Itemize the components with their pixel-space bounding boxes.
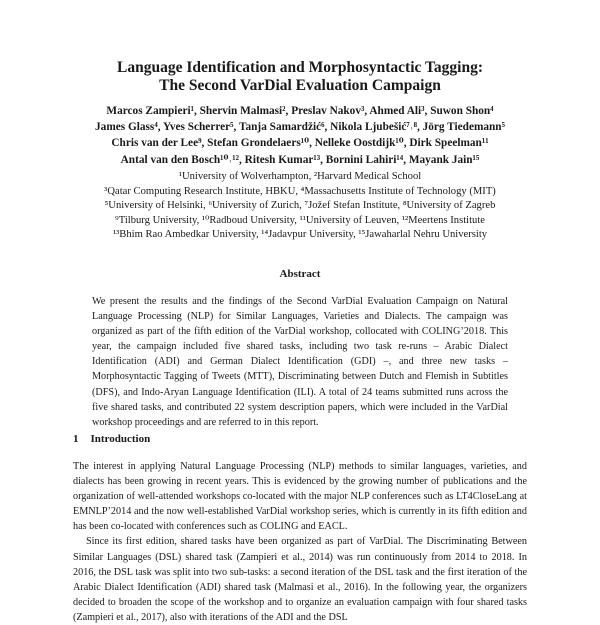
paper-title — [0, 59, 600, 95]
author-line: Marcos Zampieri¹, Shervin Malmasi², Preslav Nakov³, Ahmed Ali³, Suwon Shon⁴ — [106, 105, 494, 117]
body-text — [73, 459, 527, 625]
affiliation-line: ¹University of Wolverhampton, ²Harvard Medical School — [178, 171, 422, 182]
abstract-heading: Abstract — [279, 268, 321, 280]
author-list — [0, 103, 600, 168]
section-number: 1 — [73, 433, 79, 445]
title-line-1: Language Identification and Morphosyntactic Tagging: — [116, 59, 484, 76]
title-line-2: The Second VarDial Evaluation Campaign — [159, 77, 441, 94]
author-line: Antal van den Bosch¹⁰˒¹², Ritesh Kumar¹³, Bornini Lahiri¹⁴, Mayank Jain¹⁵ — [120, 153, 480, 166]
section-title: Introduction — [90, 433, 151, 445]
affiliation-line: ⁹Tilburg University, ¹⁰Radboud University, ¹¹University of Leuven, ¹²Meertens Institute — [115, 214, 485, 226]
section-heading — [73, 433, 162, 445]
affiliation-line: ³Qatar Computing Research Institute, HBKU, ⁴Massachusetts Institute of Technology (MIT) — [104, 185, 496, 197]
paragraph: Since its first edition, shared tasks have been organized as part of VarDial. The Discriminating Between Similar Languages (DSL) shared task (Zampieri et al., 2014) was run continuously from 2014 to 2018. In 2016, the DSL task was split into two sub-tasks: a second iteration of the DSL task and the first iteration of the Arabic Dialect Identification (ADI) shared task (Malmasi et al., 2016). In the following year, the organizers decided to broaden the scope of the workshop and to organize an evaluation campaign with four shared tasks (Zampieri et al., 2017), also with iterations of the ADI and the DSL — [73, 536, 527, 623]
affiliation-line: ⁵University of Helsinki, ⁶University of Zurich, ⁷Jožef Stefan Institute, ⁸University of Zagreb — [104, 200, 496, 212]
author-line: Chris van der Lee⁹, Stefan Grondelaers¹⁰, Nelleke Oostdijk¹⁰, Dirk Speelman¹¹ — [111, 137, 489, 150]
author-line: James Glass⁴, Yves Scherrer⁵, Tanja Samardžić⁶, Nikola Ljubešić⁷˒⁸, Jörg Tiedemann⁵ — [95, 121, 505, 134]
affiliation-line: ¹³Bhim Rao Ambedkar University, ¹⁴Jadavpur University, ¹⁵Jawaharlal Nehru University — [112, 229, 488, 241]
abstract-text: We present the results and the findings of the Second VarDial Evaluation Campaign on Natural Language Processing (NLP) for Similar Languages, Varieties and Dialects. The campaign was organized as part of the fifth edition of the VarDial workshop, collocated with COLING’2018. This year, the campaign included five shared tasks, including two task re-runs – Arabic Dialect Identification (ADI) and German Dialect Identification (GDI) –, and three new tasks – Morphosyntactic Tagging of Tweets (MTT), Discriminating between Dutch and Flemish in Subtitles (DFS), and Indo-Aryan Language Identification (ILI). A total of 24 teams submitted runs across the five shared tasks, and contributed 22 system description papers, which were included in the VarDial workshop proceedings and are referred to in this report. — [92, 296, 508, 428]
affiliation-list — [0, 170, 600, 243]
paragraph: The interest in applying Natural Language Processing (NLP) methods to similar languages, varieties, and dialects has been growing in recent years. This is evidenced by the growing number of publications and the organization of well-attended workshops co-located with the major NLP conferences such as LT4CloseLang at EMNLP’2014 and the now well-established VarDial workshop series, which is currently in its fifth edition and has been co-located with conferences such as COLING and EACL. — [73, 461, 527, 533]
